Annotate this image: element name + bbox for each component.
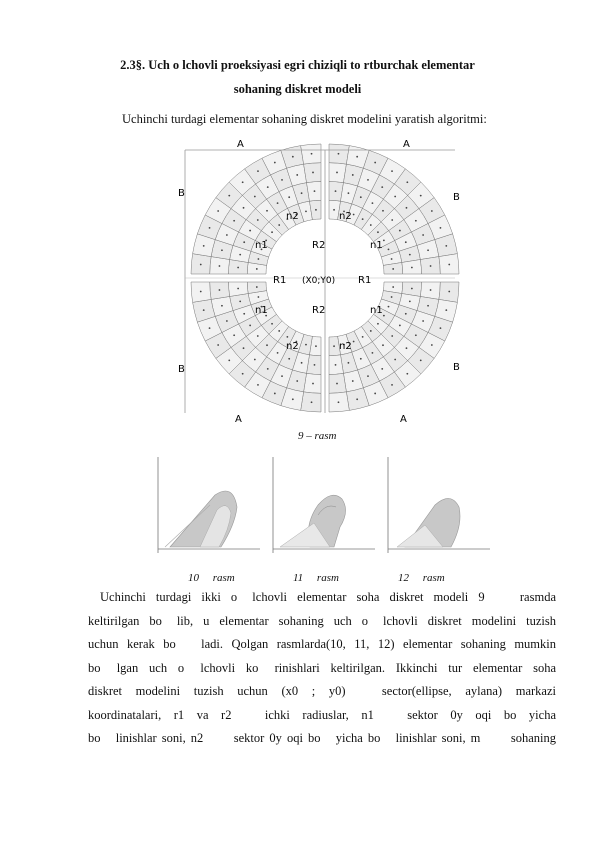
grid-node: [352, 174, 354, 176]
grid-node: [377, 323, 379, 325]
grid-node: [392, 268, 394, 270]
figure-10-caption: 10 rasm: [188, 572, 235, 584]
label-n1-tl: n1: [255, 240, 268, 251]
grid-node: [335, 364, 337, 366]
grid-node: [430, 289, 432, 291]
body-paragraph: [88, 586, 556, 751]
grid-node: [200, 291, 202, 293]
grid-node: [257, 219, 259, 221]
grid-node: [243, 347, 245, 349]
label-n1-bl: n1: [255, 305, 268, 316]
grid-node: [237, 267, 239, 269]
figure-11-caption: 11 rasm: [293, 572, 339, 584]
grid-node: [217, 344, 219, 346]
grid-node: [391, 258, 393, 260]
grid-node: [258, 296, 260, 298]
grid-node: [312, 172, 314, 174]
grid-node: [360, 358, 362, 360]
grid-node: [427, 249, 429, 251]
paragraph-line: uchun kerak bo ladi. Qolgan rasmlarda(10, 11, 12) elementar sohaning mumkin: [88, 637, 556, 651]
figure-9-diagram: [175, 138, 475, 425]
grid-node: [445, 245, 447, 247]
label-n2-tl: n2: [286, 211, 299, 222]
grid-node: [257, 384, 259, 386]
grid-node: [209, 227, 211, 229]
grid-node: [249, 230, 251, 232]
grid-node: [333, 345, 335, 347]
grid-node: [406, 373, 408, 375]
grid-node: [203, 309, 205, 311]
grid-node: [370, 330, 372, 332]
grid-node: [314, 364, 316, 366]
grid-node: [409, 254, 411, 256]
grid-node: [281, 179, 283, 181]
label-n2-bl: n2: [286, 341, 299, 352]
label-n1-tr: n1: [370, 240, 383, 251]
grid-node: [448, 291, 450, 293]
grid-node: [420, 195, 422, 197]
grid-node: [422, 320, 424, 322]
grid-node: [243, 207, 245, 209]
grid-node: [377, 231, 379, 233]
grid-node: [353, 214, 355, 216]
grid-node: [242, 181, 244, 183]
grid-node: [226, 320, 228, 322]
grid-node: [440, 227, 442, 229]
grid-node: [388, 248, 390, 250]
grid-node: [209, 327, 211, 329]
grid-node: [440, 327, 442, 329]
paragraph-line: keltirilgan bo lib, u elementar sohaning uch o lchovli diskret modelini tuzish: [88, 613, 556, 628]
label-R2-bottom: R2: [312, 305, 326, 316]
grid-node: [405, 313, 407, 315]
grid-node: [266, 344, 268, 346]
grid-node: [372, 202, 374, 204]
grid-node: [277, 352, 279, 354]
label-R1-right: R1: [358, 275, 372, 286]
grid-node: [257, 170, 259, 172]
grid-node: [311, 401, 313, 403]
grid-node: [256, 268, 258, 270]
grid-node: [362, 218, 364, 220]
paragraph-line: bo lgan uch o lchovli ko rinishlari keltirilgan. Ikkinchi tur elementar soha: [88, 660, 556, 675]
grid-node: [286, 336, 288, 338]
grid-node: [233, 220, 235, 222]
grid-node: [356, 398, 358, 400]
grid-node: [292, 398, 294, 400]
grid-node: [256, 286, 258, 288]
grid-node: [388, 306, 390, 308]
grid-node: [242, 373, 244, 375]
grid-node: [314, 190, 316, 192]
grid-node: [409, 301, 411, 303]
grid-node: [411, 288, 413, 290]
grid-node: [336, 172, 338, 174]
grid-node: [348, 192, 350, 194]
section-heading-line-2: sohaning diskret modeli: [233, 82, 362, 96]
grid-node: [274, 393, 276, 395]
grid-node: [406, 207, 408, 209]
grid-node: [228, 195, 230, 197]
grid-node: [219, 289, 221, 291]
label-R2-top: R2: [312, 240, 326, 251]
label-center: (X0;Y0): [302, 276, 336, 286]
grid-node: [243, 241, 245, 243]
grid-node: [221, 249, 223, 251]
grid-node: [288, 358, 290, 360]
grid-node: [391, 335, 393, 337]
grid-node: [382, 344, 384, 346]
grid-node: [352, 380, 354, 382]
grid-node: [372, 352, 374, 354]
grid-node: [406, 181, 408, 183]
figure-11-view: [270, 455, 380, 555]
label-A-bottom-left: A: [235, 414, 242, 425]
grid-node: [431, 344, 433, 346]
grid-node: [445, 309, 447, 311]
grid-node: [370, 224, 372, 226]
grid-node: [391, 170, 393, 172]
grid-node: [383, 239, 385, 241]
grid-node: [315, 345, 317, 347]
grid-node: [257, 335, 259, 337]
grid-node: [200, 264, 202, 266]
label-n1-br: n1: [370, 305, 383, 316]
grid-node: [374, 162, 376, 164]
figure-9-caption: 9 – rasm: [298, 430, 337, 442]
grid-node: [406, 347, 408, 349]
grid-node: [254, 359, 256, 361]
grid-node: [239, 301, 241, 303]
grid-node: [391, 219, 393, 221]
grid-node: [267, 368, 269, 370]
grid-node: [315, 209, 317, 211]
grid-node: [338, 401, 340, 403]
grid-node: [367, 179, 369, 181]
grid-node: [336, 383, 338, 385]
grid-node: [362, 336, 364, 338]
grid-node: [415, 334, 417, 336]
grid-node: [221, 305, 223, 307]
grid-node: [392, 286, 394, 288]
grid-node: [292, 156, 294, 158]
grid-node: [411, 267, 413, 269]
grid-node: [420, 359, 422, 361]
grid-node: [381, 368, 383, 370]
grid-node: [356, 156, 358, 158]
grid-node: [427, 305, 429, 307]
figure-12-view: [385, 455, 495, 555]
grid-node: [394, 196, 396, 198]
label-B-bottom-left: B: [178, 364, 185, 375]
paragraph-line: bo linishlar soni, n2 sektor 0y oqi bo yicha bo linishlar soni, m sohaning: [88, 731, 556, 745]
grid-node: [383, 315, 385, 317]
figure-12-caption: 12 rasm: [398, 572, 445, 584]
grid-node: [278, 330, 280, 332]
grid-node: [391, 384, 393, 386]
label-A-bottom-right: A: [400, 414, 407, 425]
grid-node: [405, 241, 407, 243]
grid-node: [243, 313, 245, 315]
paragraph-line: koordinatalari, r1 va r2 ichki radiuslar, n1 sektor 0y oqi bo yicha: [88, 707, 556, 722]
intro-text: Uchinchi turdagi elementar sohaning diskret modelini yaratish algoritmi:: [122, 112, 487, 126]
grid-node: [333, 209, 335, 211]
label-R1-left: R1: [273, 275, 287, 286]
grid-node: [374, 393, 376, 395]
grid-node: [258, 258, 260, 260]
grid-node: [288, 196, 290, 198]
grid-node: [233, 334, 235, 336]
section-heading-line-1: 2.3§. Uch o lchovli proeksiyasi egri chiziqli to rtburchak elementar: [120, 58, 475, 72]
grid-node: [237, 288, 239, 290]
grid-node: [312, 383, 314, 385]
grid-node: [267, 186, 269, 188]
grid-node: [228, 359, 230, 361]
grid-node: [305, 211, 307, 213]
grid-node: [448, 264, 450, 266]
paragraph-line: Uchinchi turdagi ikki o lchovli elementar soha diskret modeli 9 rasmda: [100, 590, 556, 604]
label-B-bottom-right: B: [453, 362, 460, 373]
label-B-top-right: B: [453, 192, 460, 203]
grid-node: [271, 323, 273, 325]
paragraph-line: diskret modelini tuzish uchun (x0 ; y0) sector(ellipse, aylana) markazi: [88, 684, 556, 698]
grid-node: [335, 190, 337, 192]
grid-node: [278, 224, 280, 226]
grid-node: [348, 362, 350, 364]
label-A-top-right: A: [403, 139, 410, 150]
grid-node: [382, 210, 384, 212]
grid-node: [296, 380, 298, 382]
label-A-top-left: A: [237, 139, 244, 150]
grid-node: [219, 265, 221, 267]
grid-node: [217, 210, 219, 212]
grid-node: [391, 296, 393, 298]
grid-node: [353, 341, 355, 343]
grid-node: [266, 210, 268, 212]
label-n2-br: n2: [339, 341, 352, 352]
grid-node: [274, 162, 276, 164]
figure-10-view: [155, 455, 265, 555]
grid-node: [249, 325, 251, 327]
grid-node: [394, 359, 396, 361]
grid-node: [431, 210, 433, 212]
label-B-top-left: B: [178, 188, 185, 199]
grid-node: [399, 230, 401, 232]
grid-node: [367, 375, 369, 377]
grid-node: [338, 153, 340, 155]
grid-node: [239, 254, 241, 256]
grid-node: [203, 245, 205, 247]
grid-node: [360, 196, 362, 198]
grid-node: [296, 174, 298, 176]
grid-node: [226, 234, 228, 236]
grid-node: [430, 265, 432, 267]
grid-node: [399, 325, 401, 327]
grid-node: [301, 192, 303, 194]
label-n2-tr: n2: [339, 211, 352, 222]
grid-node: [271, 231, 273, 233]
grid-node: [254, 196, 256, 198]
grid-node: [301, 362, 303, 364]
grid-node: [305, 344, 307, 346]
grid-node: [277, 202, 279, 204]
grid-node: [311, 153, 313, 155]
grid-node: [415, 220, 417, 222]
grid-node: [381, 186, 383, 188]
grid-node: [281, 375, 283, 377]
grid-node: [422, 234, 424, 236]
